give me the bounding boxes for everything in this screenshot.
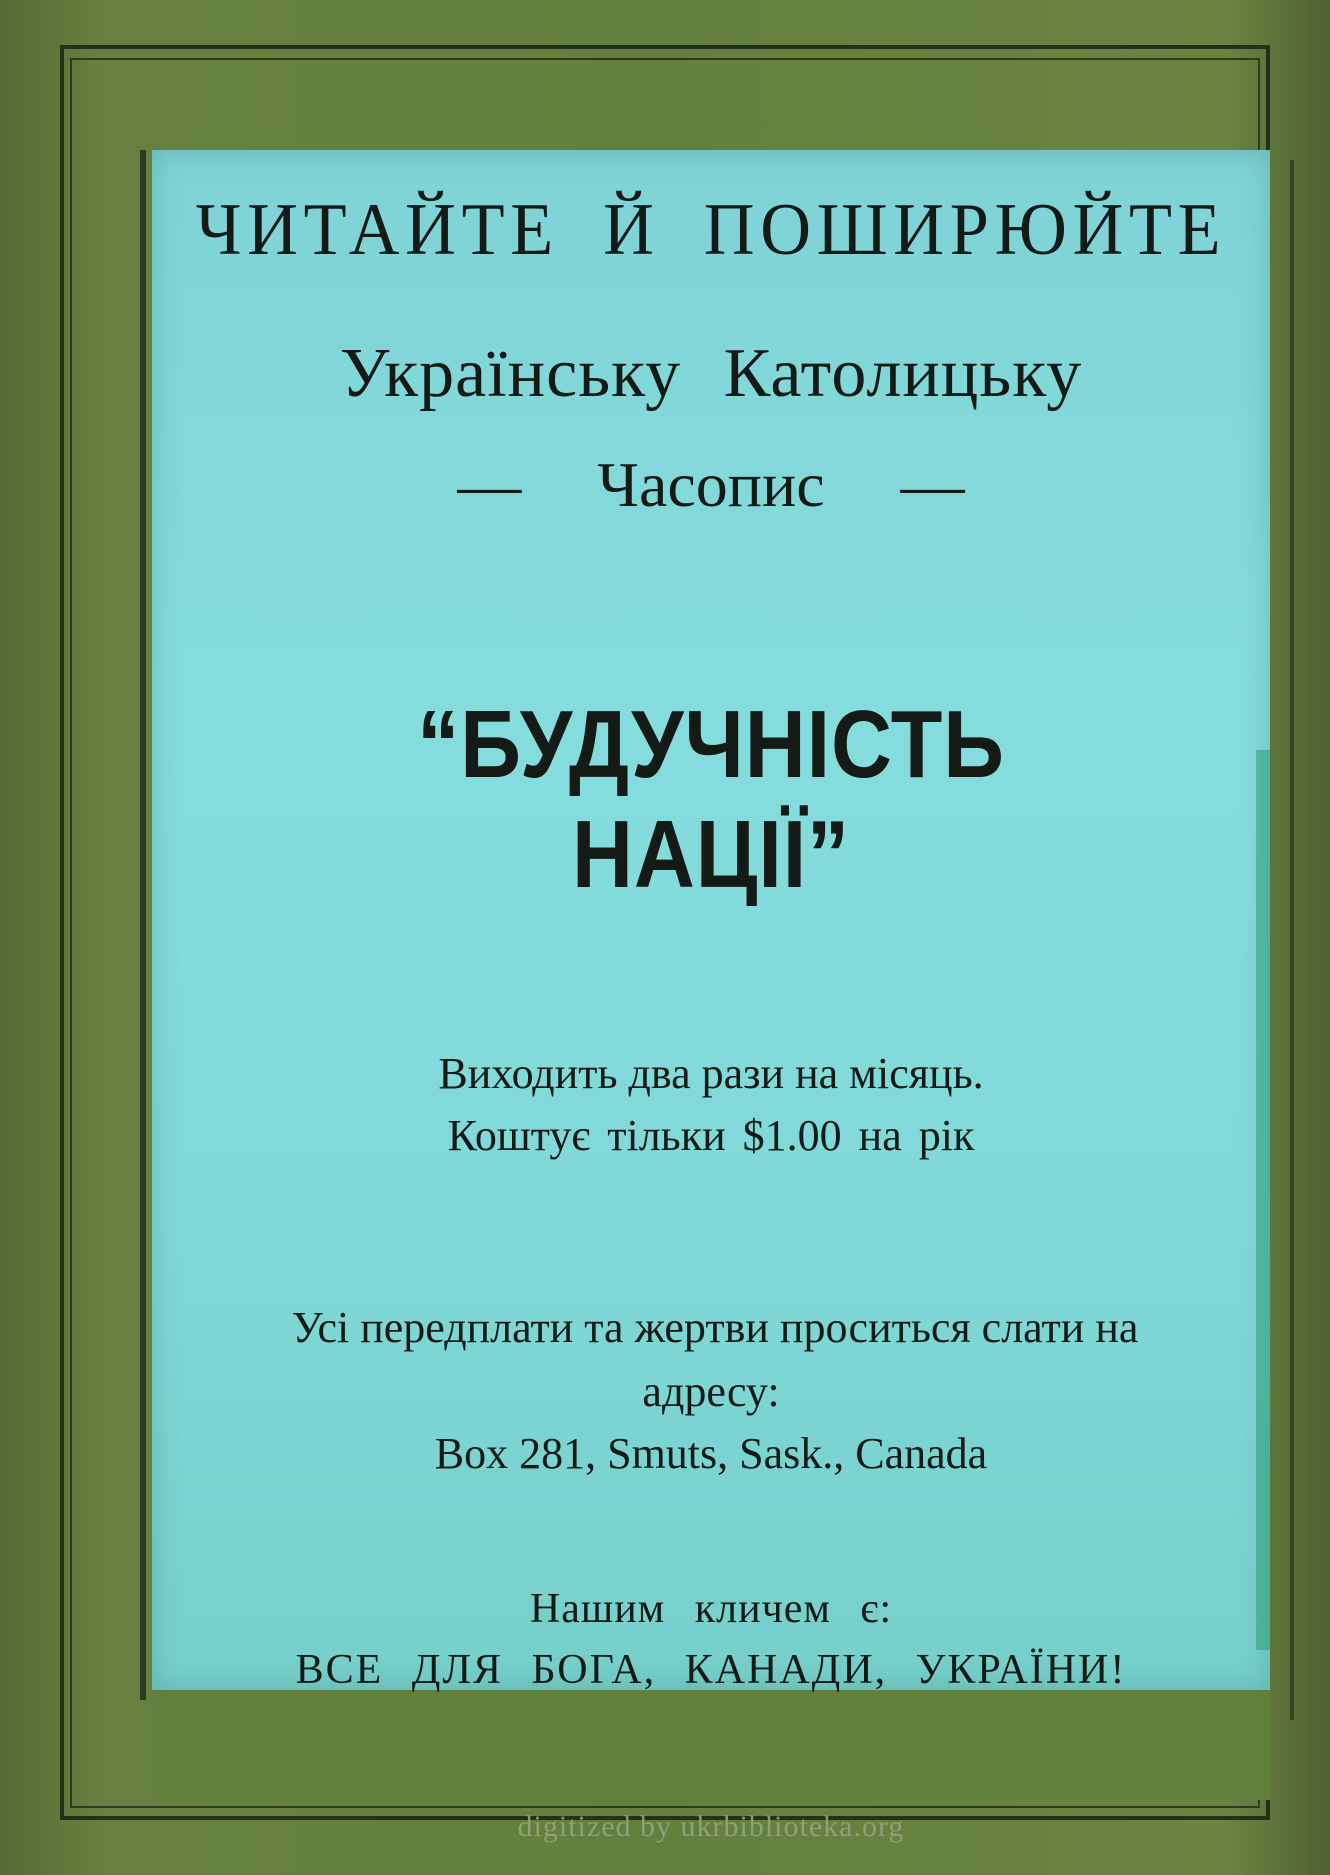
right-border-rule (1290, 160, 1294, 1720)
newspaper-title-line2: НАЦІЇ” (571, 801, 851, 908)
subscription-instructions: Усі передплати та жертви проситься слати на (291, 1303, 1139, 1352)
bottom-cover-band (152, 1690, 1270, 1800)
motto-slogan: ВСЕ ДЛЯ БОГА, КАНАДИ, УКРАЇНИ! (295, 1647, 1127, 1693)
ad-heading: ЧИТАЙТЕ Й ПОШИРЮЙТЕ (195, 189, 1227, 271)
digitization-watermark: digitized by ukrbiblioteka.org (517, 1810, 905, 1843)
mailing-address: Box 281, Smuts, Sask., Canada (434, 1429, 988, 1478)
frequency-text: Виходить два рази на місяць. (438, 1049, 984, 1098)
newspaper-title-line1: “БУДУЧНІСТЬ (417, 691, 1005, 798)
ad-subheading-periodical: — Часопис — (457, 449, 965, 520)
subscription-instructions-cont: адресу: (642, 1367, 780, 1416)
motto-intro: Нашим кличем є: (529, 1586, 893, 1632)
price-text: Коштує тільки $1.00 на рік (447, 1111, 975, 1160)
left-border-rule (140, 150, 146, 1700)
ad-subheading: Українську Католицьку (339, 335, 1083, 412)
